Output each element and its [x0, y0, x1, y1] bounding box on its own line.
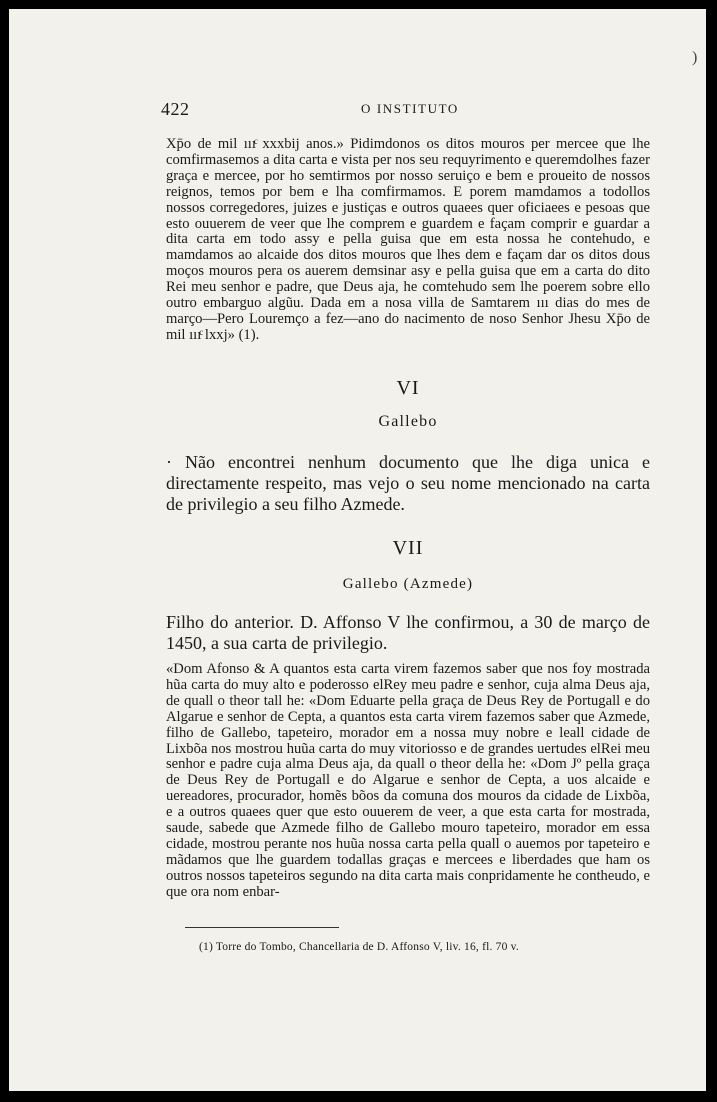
footnote-divider — [185, 927, 339, 928]
paragraph-charter-quote: «Dom Afonso & A quantos esta carta virem fazemos saber que nos foy mostrada hũa carta do muy alto e poderosso elRey meu padre e senhor, cuja alma Deus aja, de quall o theor tall he: «Dom Eduarte pella graça de Deus Rey de Portugall e do Algarue e senhor de Cepta, a quantos esta carta virem fazemos saber que Azmede, filho de Gallebo, tapeteiro, morador em a nossa muy nobre e leall cidade de Lixbõa nos mostrou huũa carta do muy vitoriosso e de grandes uertudes elRei meu senhor e padre cuja alma Deus aja, da quall o theor della he: «Dom Jº pella graça de Deus Rey de Portugall e do Algarue e senhor de Cepta, a uos alcaide e uereadores, procurador, homẽs bõos da comuna dos mouros da cidade de Lixbõa, e a outros quaees quer que esto ouuerem de veer, a que esta carta for mostrada, saude, sabede que Azmede filho de Gallebo mouro tapeteiro, morador em essa cidade, mostrou perante nos huũa nossa carta pella quall o auemos por tapeteiro e mãdamos que lhe guardem todallas graças e mercees e liberdades que ham os outros nossos tapeteiros segundo na dita carta mais conpridamente he contheudo, e que ora nom enbar- — [166, 661, 650, 900]
section-name-azmede — [166, 576, 650, 593]
section-name-gallebo — [166, 413, 650, 431]
paragraph-azmede-intro: Filho do anterior. D. Affonso V lhe confirmou, a 30 de março de 1450, a sua carta de privilegio. — [166, 612, 650, 653]
book-page — [9, 9, 706, 1091]
section-name-gallebo-text: Gallebo — [378, 413, 438, 430]
running-title: O INSTITUTO — [361, 101, 459, 116]
page-number: 422 — [161, 99, 190, 119]
margin-mark: ) — [692, 49, 698, 66]
section-numeral-vii: VII — [392, 537, 424, 559]
footnote: (1) Torre do Tombo, Chancellaria de D. Affonso V, liv. 16, fl. 70 v. — [199, 941, 519, 953]
paragraph-continuation: Xp̄o de mil ııı͏ͨ xxxbij anos.» Pidimdonos os ditos mouros per mercee que lhe comfirmasemos a dita carta e vista per nos seu requyrimento e queremdolhes fazer graça e mercee, por ho semtirmos por nosso seruiço e bem e proueito de nossos reignos, temos por bem e lha comfirmamos. E porem mamdamos a todollos nossos corregedores, juizes e justiças e outros quaees quer oficiaees e pesoas que esto ouuerem de veer que lhe comprem e guardem e façam comprir e guardar a dita carta em todo assy e pella guisa que em esta nossa he contehudo, e mamdamos ao alcaide dos ditos mouros que lhes dem e façam dar os ditos dous moços mouros pera os auerem demsinar asy e pella guisa que em a carta do dito Rei meu senhor e padre, que Deus aja, he comtehudo sem lhe poerem sobre ello outro embarguo algũu. Dada em a nosa villa de Samtarem ııı dias do mes de março—Pero Louremço a fez—ano do nacimento de noso Senhor Jhesu Xp̄o de mil ııı͏ͨ lxxj» (1). — [166, 136, 650, 343]
paragraph-gallebo: · Não encontrei nenhum documento que lhe diga unica e directamente respeito, mas vejo o seu nome mencionado na carta de privilegio a seu filho Azmede. — [166, 452, 650, 514]
section-name-azmede-text: Gallebo (Azmede) — [342, 576, 474, 592]
section-numeral-vi: VI — [396, 377, 420, 399]
page-header — [161, 99, 651, 123]
